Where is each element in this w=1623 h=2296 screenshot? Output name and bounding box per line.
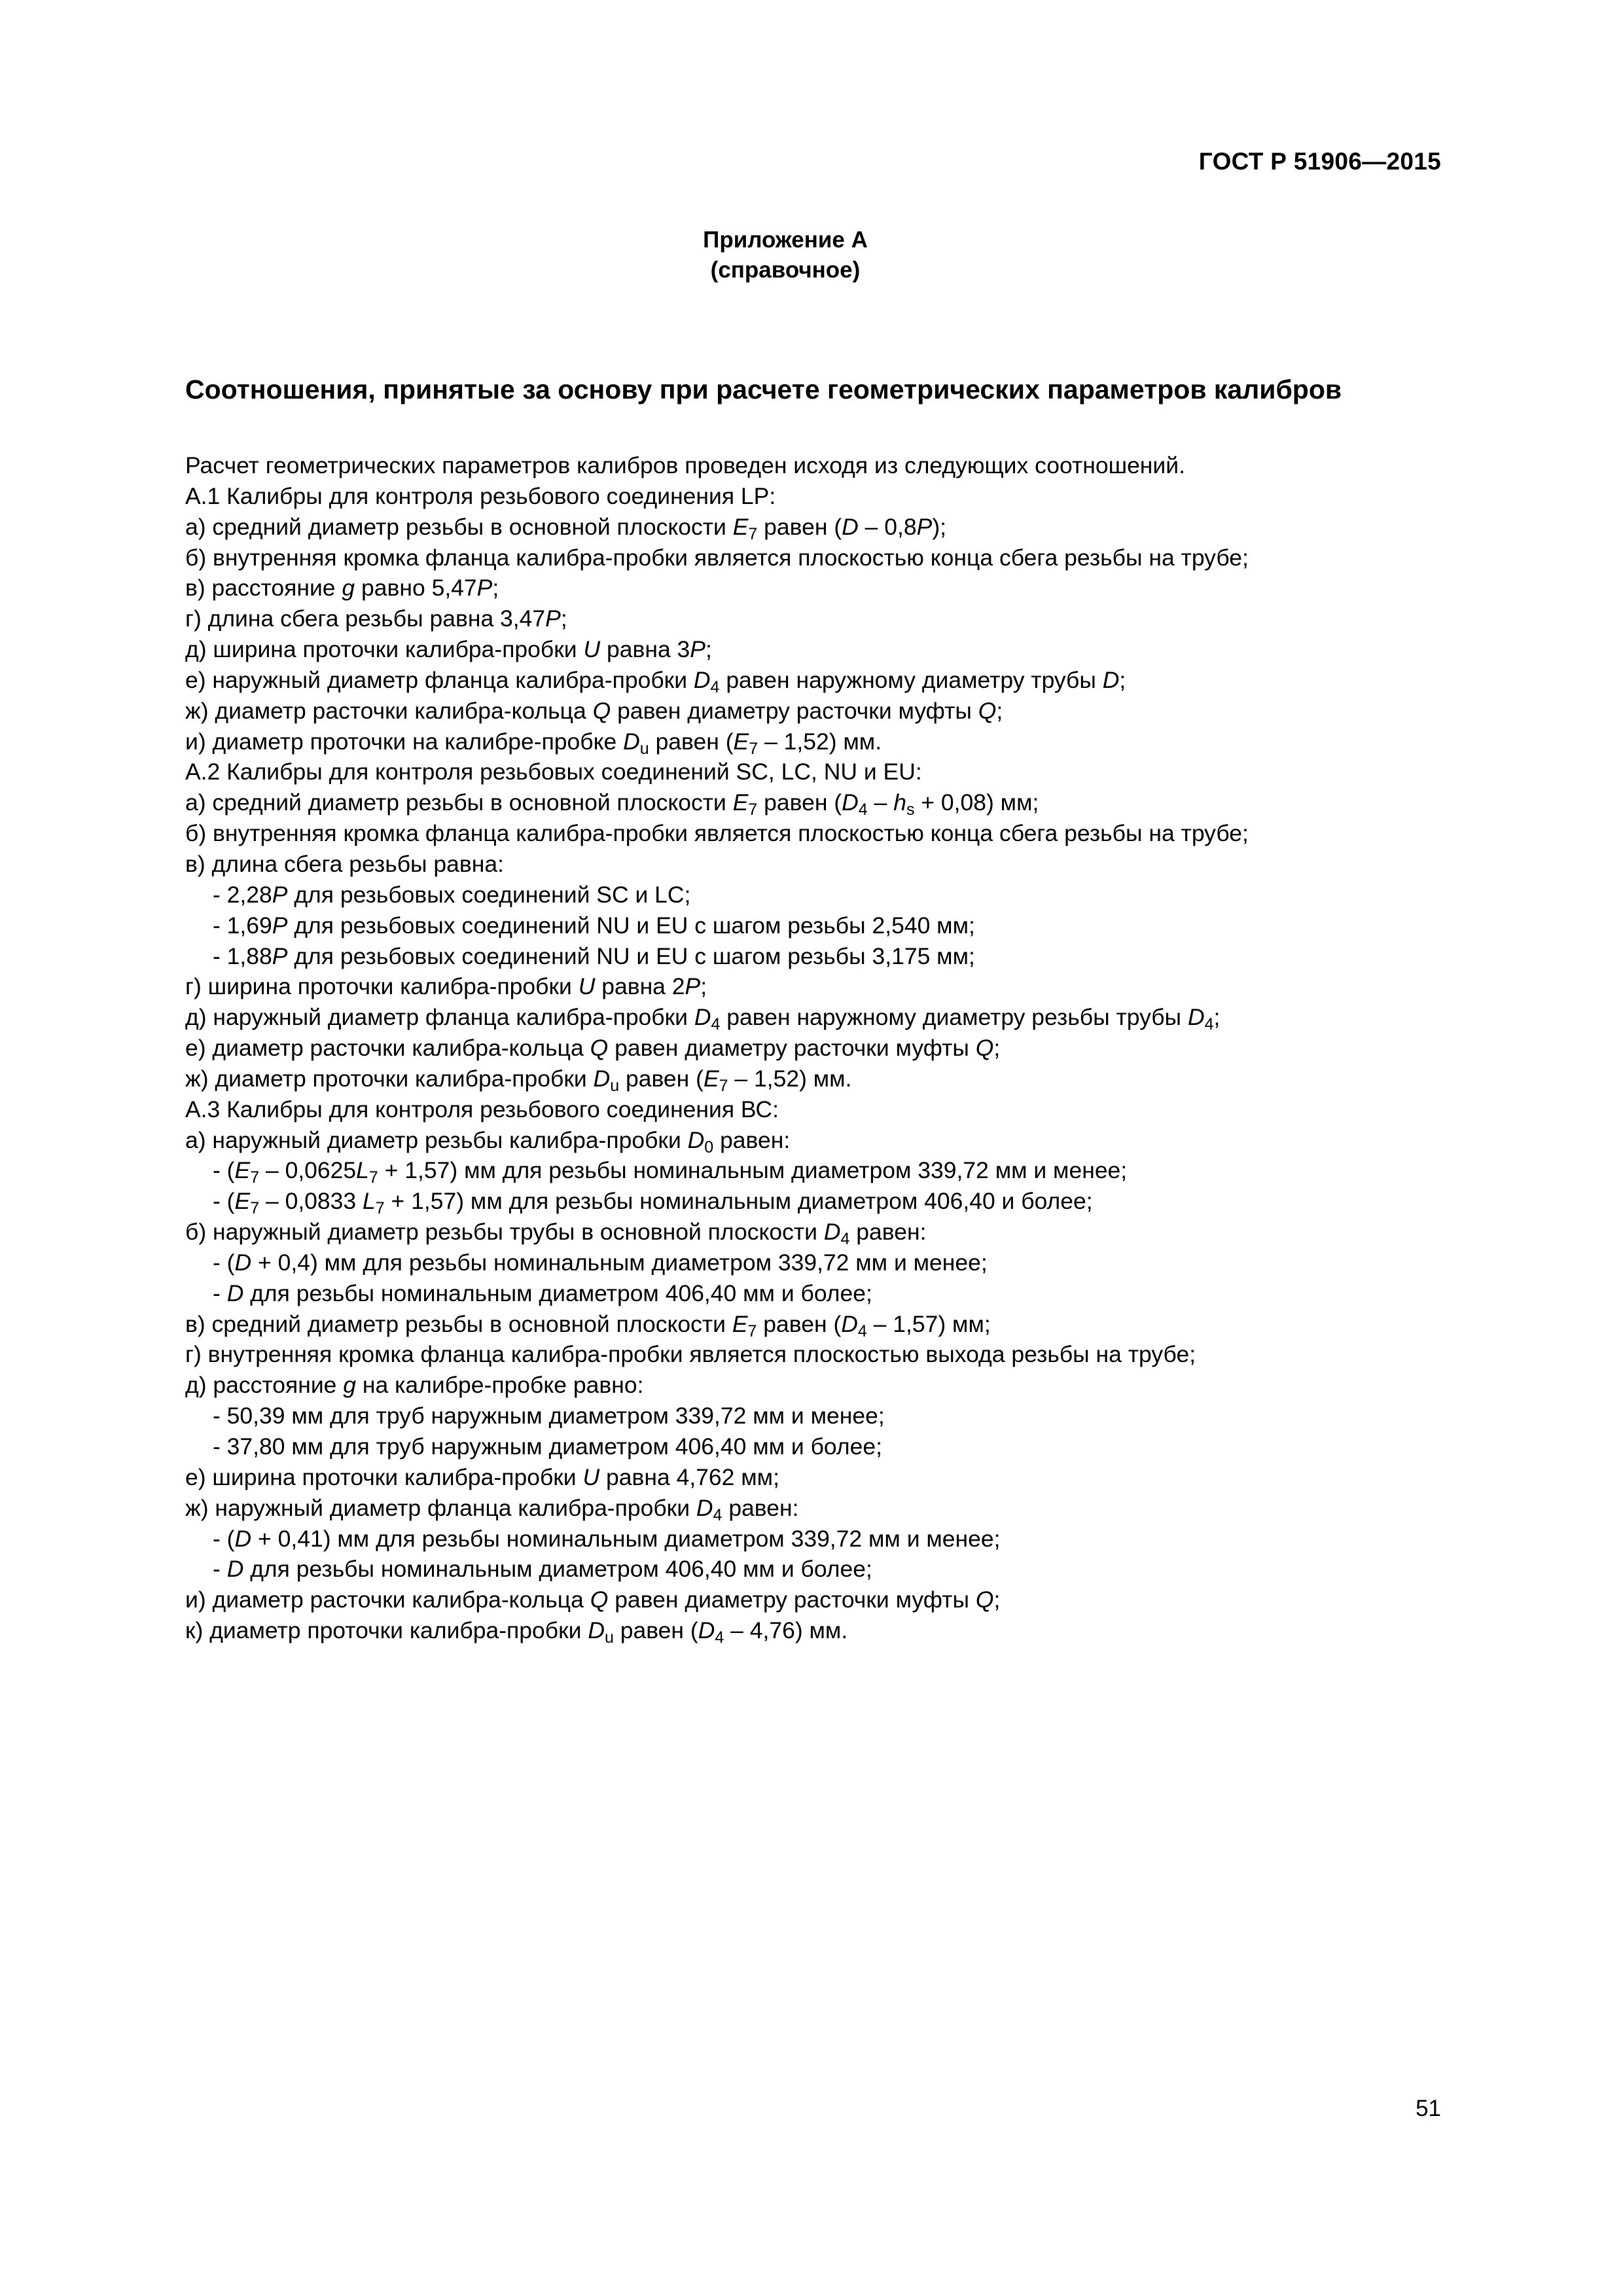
body-line: б) внутренняя кромка фланца калибра-пробки является плоскостью конца сбега резьбы на трубе; (185, 544, 1249, 571)
body-line: е) диаметр расточки калибра-кольца Q равен диаметру расточки муфты Q; (185, 1035, 1001, 1062)
body-line: к) диаметр проточки калибра-пробки $D_u$ равен $(D_4 - 4,76)$ мм. (185, 1617, 848, 1647)
body-line: а) средний диаметр резьбы в основной плоскости $E_7$ равен $(D_4 - h_s + 0,08)$ мм; (185, 789, 1039, 819)
body-line: А.3 Калибры для контроля резьбового соединения ВС: (185, 1096, 779, 1122)
document-body (185, 450, 1448, 1646)
body-line: ж) диаметр расточки калибра-кольца Q равен диаметру расточки муфты Q; (185, 697, 1003, 724)
body-line: г) ширина проточки калибра-пробки U равна 2P; (185, 973, 707, 1000)
body-line: а) средний диаметр резьбы в основной плоскости $E_7$ равен (D – 0,8P); (185, 513, 946, 543)
body-list-subitem: - (D + 0,41) мм для резьбы номинальным диаметром 339,72 мм и менее; (213, 1525, 1001, 1552)
body-line: е) наружный диаметр фланца калибра-пробки $D_4$ равен наружному диаметру трубы D; (185, 666, 1126, 696)
body-list-subitem: - D для резьбы номинальным диаметром 406,40 мм и более; (213, 1280, 872, 1306)
body-line: и) диаметр расточки калибра-кольца Q равен диаметру расточки муфты Q; (185, 1587, 1001, 1613)
body-list-subitem: - 2,28P для резьбовых соединений SC и LC; (213, 881, 691, 908)
document-code: ГОСТ Р 51906—2015 (1198, 148, 1441, 175)
body-list-subitem: - 1,88P для резьбовых соединений NU и EU с шагом резьбы 3,175 мм; (213, 942, 975, 969)
body-line: е) ширина проточки калибра-пробки U равна 4,762 мм; (185, 1463, 779, 1490)
appendix-heading (0, 225, 1571, 285)
page-number: 51 (1416, 2096, 1441, 2121)
body-line: А.2 Калибры для контроля резьбовых соединений SC, LC, NU и EU: (185, 759, 922, 785)
body-line: ж) наружный диаметр фланца калибра-пробки $D_4$ равен: (185, 1494, 799, 1524)
body-list-subitem: - $(E_7 - 0,0625L_7 + 1,57)$ мм для резьбы номинальным диаметром 339,72 мм и менее; (213, 1157, 1128, 1187)
body-line: д) наружный диаметр фланца калибра-пробки $D_4$ равен наружному диаметру резьбы трубы $D_4$; (185, 1004, 1221, 1034)
body-list-subitem: - 1,69P для резьбовых соединений NU и EU с шагом резьбы 2,540 мм; (213, 912, 975, 939)
body-list-subitem: - 37,80 мм для труб наружным диаметром 406,40 мм и более; (213, 1433, 882, 1460)
body-line: а) наружный диаметр резьбы калибра-пробки $D_0$ равен: (185, 1126, 791, 1157)
appendix-title: Приложение А (703, 227, 868, 253)
body-line: Расчет геометрических параметров калибров проведен исходя из следующих соотношений. (185, 452, 1185, 478)
body-line: в) расстояние g равно 5,47P; (185, 575, 499, 601)
body-line: и) диаметр проточки на калибре-пробке $D_u$ равен $(E_7 - 1,52)$ мм. (185, 728, 882, 758)
appendix-subtitle: (справочное) (710, 257, 861, 283)
body-line: г) внутренняя кромка фланца калибра-пробки является плоскостью выхода резьбы на трубе; (185, 1341, 1196, 1368)
body-line: д) ширина проточки калибра-пробки U равна 3P; (185, 636, 712, 663)
body-line: А.1 Калибры для контроля резьбового соединения LP: (185, 482, 776, 509)
body-line: д) расстояние g на калибре-пробке равно: (185, 1372, 644, 1399)
body-list-subitem: - D для резьбы номинальным диаметром 406,40 мм и более; (213, 1556, 872, 1583)
section-title: Соотношения, принятые за основу при расчете геометрических параметров калибров (185, 374, 1342, 404)
body-list-subitem: - ($E_7 - 0,0833$ $L_7 + 1,57$) мм для резьбы номинальным диаметром 406,40 и более; (213, 1188, 1093, 1218)
body-line: б) внутренняя кромка фланца калибра-пробки является плоскостью конца сбега резьбы на трубе; (185, 820, 1249, 847)
body-list-subitem: - (D + 0,4) мм для резьбы номинальным диаметром 339,72 мм и менее; (213, 1249, 988, 1276)
body-list-subitem: - 50,39 мм для труб наружным диаметром 339,72 мм и менее; (213, 1403, 885, 1429)
body-line: ж) диаметр проточки калибра-пробки $D_u$ равен $(E_7 - 1,52)$ мм. (185, 1065, 852, 1095)
body-line: г) длина сбега резьбы равна 3,47P; (185, 605, 567, 632)
body-line: в) средний диаметр резьбы в основной плоскости $E_7$ равен $(D_4 - 1,57)$ мм; (185, 1310, 991, 1340)
body-line: б) наружный диаметр резьбы трубы в основной плоскости $D_4$ равен: (185, 1219, 927, 1249)
body-line: в) длина сбега резьбы равна: (185, 850, 504, 877)
